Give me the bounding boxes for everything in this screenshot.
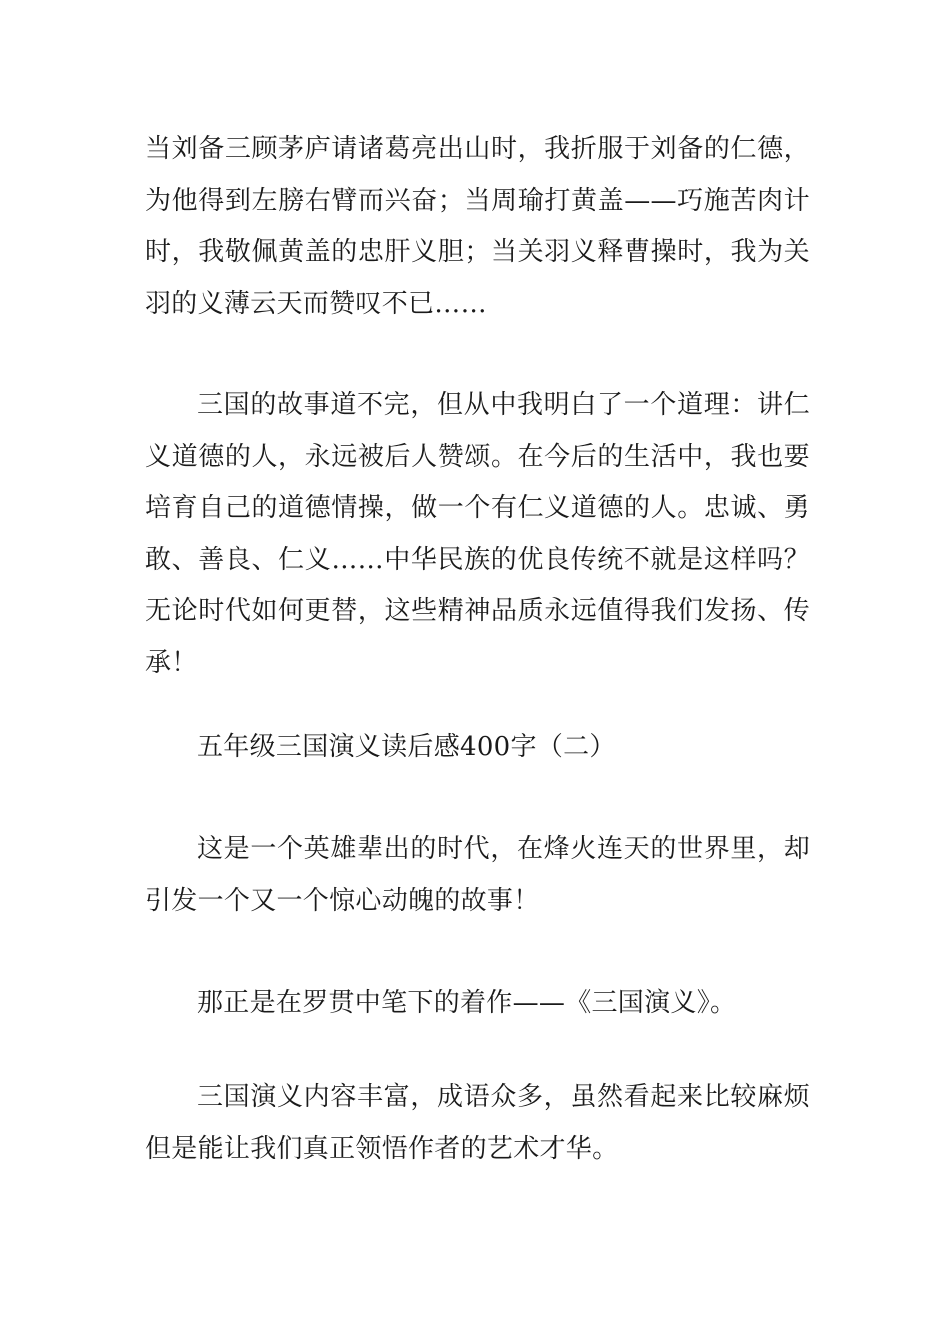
paragraph-idioms: 三国演义内容丰富，成语众多，虽然看起来比较麻烦但是能让我们真正领悟作者的艺术才华。 [145,1082,810,1164]
paragraph-heroes-era: 这是一个英雄辈出的时代，在烽火连天的世界里，却引发一个又一个惊心动魄的故事！ [145,834,810,916]
section-heading: 五年级三国演义读后感400字（二） [197,732,616,762]
paragraph-luo-guanzhong: 那正是在罗贯中笔下的着作——《三国演义》。 [197,988,737,1018]
paragraph-moral-lesson: 三国的故事道不完，但从中我明白了一个道理：讲仁义道德的人，永远被后人赞颂。在今后的生活中，我也要培育自己的道德情操，做一个有仁义道德的人。忠诚、勇敢、善良、仁义……中华民族的优良传统不就是这样吗？无论时代如何更替，这些精神品质永远值得我们发扬、传承！ [145,390,810,678]
paragraph-liubei-guanyu: 当刘备三顾茅庐请诸葛亮出山时，我折服于刘备的仁德，为他得到左膀右臂而兴奋；当周瑜打黄盖——巧施苦肉计时，我敬佩黄盖的忠肝义胆；当关羽义释曹操时，我为关羽的义薄云天而赞叹不已…… [145,134,810,319]
